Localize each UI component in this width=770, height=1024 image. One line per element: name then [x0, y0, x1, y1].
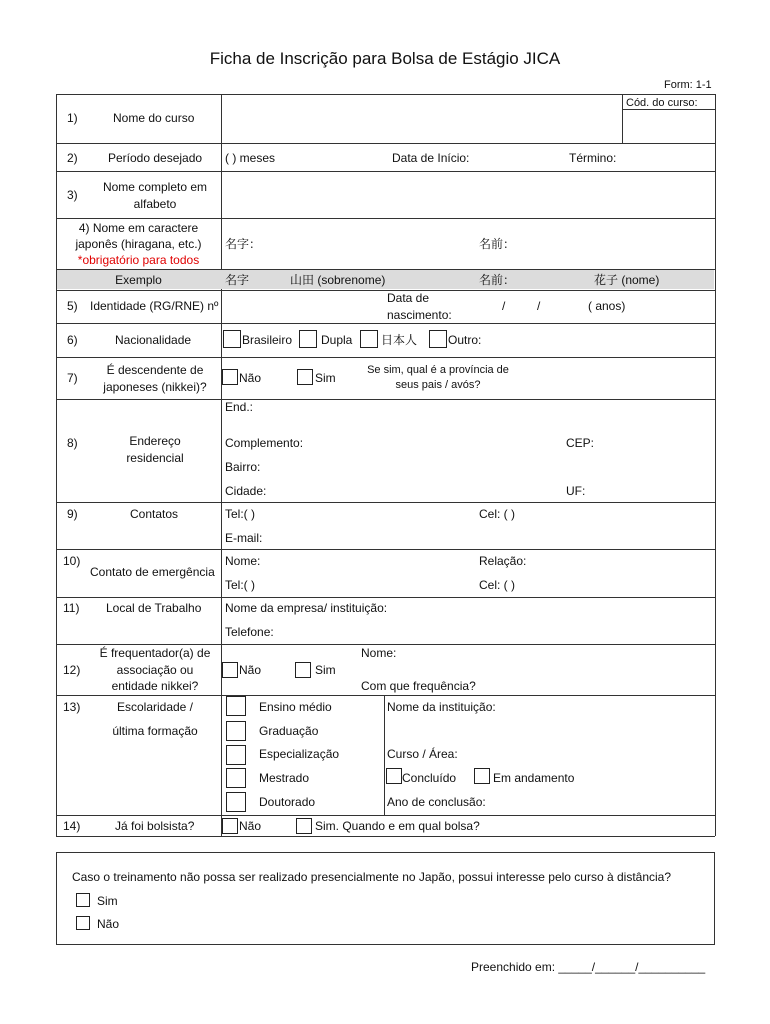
email-label: E-mail: — [225, 531, 263, 545]
row14-number: 14) — [63, 819, 81, 833]
nikkei-yes-label: Sim — [315, 371, 336, 385]
association-yes-checkbox[interactable] — [295, 662, 311, 678]
row3-label-line1: Nome completo em — [102, 180, 208, 194]
row11-number: 11) — [63, 601, 80, 615]
example-surname: 山田 (sobrenome) — [290, 273, 386, 287]
in-progress-label: Em andamento — [493, 771, 575, 785]
completed-checkbox[interactable] — [386, 768, 402, 784]
row6-number: 6) — [67, 333, 78, 347]
emergency-mobile-field[interactable]: Cel: ( ) — [479, 578, 515, 592]
education-masters-checkbox[interactable] — [226, 768, 246, 788]
row12-number: 12) — [63, 663, 81, 677]
row13-label-line1: Escolaridade / — [116, 700, 194, 714]
nationality-dual-label: Dupla — [321, 333, 353, 347]
distance-no-checkbox[interactable] — [76, 916, 90, 930]
distance-yes-label: Sim — [97, 894, 118, 908]
id-number-field[interactable] — [222, 291, 372, 322]
filled-on-date[interactable]: Preenchido em: _____/______/__________ — [471, 960, 706, 974]
row1-label: Nome do curso — [113, 111, 195, 125]
kanji-given-label[interactable]: 名前： — [479, 237, 516, 251]
birth-date-label-line1: Data de — [386, 291, 430, 305]
nationality-japanese-label: 日本人 — [381, 333, 418, 347]
emergency-phone-field[interactable]: Tel:( ) — [225, 578, 255, 592]
row11-label: Local de Trabalho — [106, 601, 202, 615]
age-field[interactable]: ( anos) — [588, 299, 626, 313]
row7-label-line1: É descendente de — [106, 363, 204, 377]
row8-number: 8) — [67, 436, 78, 450]
cep-label: CEP: — [566, 436, 595, 450]
start-date-label: Data de Início: — [392, 151, 470, 165]
association-name-label: Nome: — [361, 646, 397, 660]
education-level-1: Ensino médio — [259, 700, 332, 714]
work-phone-label: Telefone: — [225, 625, 274, 639]
completed-label: Concluído — [402, 771, 457, 785]
company-label: Nome da empresa/ instituição: — [225, 601, 388, 615]
scholarship-yes-label: Sim. Quando e em qual bolsa? — [315, 819, 480, 833]
course-code-label: Cód. do curso: — [626, 97, 698, 109]
city-label: Cidade: — [225, 484, 267, 498]
course-area-label: Curso / Área: — [387, 747, 458, 761]
row12-label-line1: É frequentador(a) de — [99, 646, 211, 660]
birth-slash-2: / — [537, 299, 541, 313]
example-given: 花子 (nome) — [594, 273, 660, 287]
row7-number: 7) — [67, 371, 78, 385]
education-level-5: Doutorado — [259, 795, 316, 809]
address-label: End.: — [225, 400, 254, 414]
full-name-field[interactable] — [222, 172, 714, 217]
row13-label-line2: última formação — [112, 724, 198, 738]
row10-number: 10) — [63, 554, 81, 568]
row12-label-line3: entidade nikkei? — [111, 679, 199, 693]
row10-label: Contato de emergência — [90, 565, 215, 579]
distance-learning-box — [56, 852, 715, 945]
birth-date-label-line2: nascimento: — [387, 308, 452, 322]
association-no-checkbox[interactable] — [222, 662, 238, 678]
example-kanji: 名字 — [225, 273, 250, 287]
nationality-other-label: Outro: — [448, 333, 482, 347]
nikkei-yes-checkbox[interactable] — [297, 369, 313, 385]
nationality-brazilian-label: Brasileiro — [242, 333, 293, 347]
distance-question: Caso o treinamento não possa ser realizado presencialmente no Japão, possui interesse pelo curso à distância? — [72, 870, 672, 884]
distance-no-label: Não — [97, 917, 120, 931]
province-question-line1: Se sim, qual é a província de — [367, 364, 509, 376]
row5-label: Identidade (RG/RNE) nº — [90, 299, 219, 313]
scholarship-no-checkbox[interactable] — [222, 818, 238, 834]
row3-label-line2: alfabeto — [133, 197, 177, 211]
nikkei-no-label: Não — [239, 371, 262, 385]
kanji-surname-label[interactable]: 名字： — [225, 237, 262, 251]
mobile-field[interactable]: Cel: ( ) — [479, 507, 515, 521]
form-code: Form: 1-1 — [664, 79, 712, 91]
education-doctorate-checkbox[interactable] — [226, 792, 246, 812]
emergency-relation-label: Relação: — [479, 554, 527, 568]
nationality-brazilian-checkbox[interactable] — [223, 330, 241, 348]
row1-number: 1) — [67, 111, 78, 125]
row8-label-line1: Endereço — [129, 434, 181, 448]
state-label: UF: — [566, 484, 586, 498]
row2-label: Período desejado — [108, 151, 203, 165]
emergency-name-label: Nome: — [225, 554, 261, 568]
education-level-2: Graduação — [259, 724, 319, 738]
course-code-field[interactable] — [623, 110, 714, 142]
scholarship-yes-checkbox[interactable] — [296, 818, 312, 834]
phone-field[interactable]: Tel:( ) — [225, 507, 255, 521]
birth-slash-1: / — [502, 299, 506, 313]
neighborhood-label: Bairro: — [225, 460, 261, 474]
row8-label-line2: residencial — [126, 451, 184, 465]
nikkei-no-checkbox[interactable] — [222, 369, 238, 385]
row3-number: 3) — [67, 188, 78, 202]
example-label: Exemplo — [115, 273, 162, 287]
education-level-3: Especialização — [259, 747, 340, 761]
nationality-other-checkbox[interactable] — [429, 330, 447, 348]
nationality-dual-checkbox[interactable] — [299, 330, 317, 348]
province-question-line2: seus pais / avós? — [395, 379, 481, 391]
education-high-school-checkbox[interactable] — [226, 696, 246, 716]
row4-label-line2: japonês (hiragana, etc.) — [75, 237, 202, 251]
row5-number: 5) — [67, 299, 78, 313]
institution-label: Nome da instituição: — [387, 700, 496, 714]
row2-number: 2) — [67, 151, 78, 165]
distance-yes-checkbox[interactable] — [76, 893, 90, 907]
in-progress-checkbox[interactable] — [474, 768, 490, 784]
row6-label: Nacionalidade — [115, 333, 192, 347]
graduation-year-label: Ano de conclusão: — [387, 795, 486, 809]
end-date-label: Término: — [569, 151, 617, 165]
row9-label: Contatos — [130, 507, 179, 521]
nationality-japanese-checkbox[interactable] — [360, 330, 378, 348]
required-note: *obrigatório para todos — [77, 253, 200, 267]
course-name-field[interactable] — [222, 95, 621, 142]
example-namae: 名前： — [479, 273, 516, 287]
association-no-label: Não — [239, 663, 262, 677]
row4-label-line1: 4) Nome em caractere — [78, 221, 199, 235]
education-graduation-checkbox[interactable] — [226, 721, 246, 741]
association-frequency-label: Com que frequência? — [361, 679, 476, 693]
form-title: Ficha de Inscrição para Bolsa de Estágio JICA — [209, 49, 561, 68]
association-yes-label: Sim — [315, 663, 336, 677]
education-specialization-checkbox[interactable] — [226, 745, 246, 765]
scholarship-no-label: Não — [239, 819, 262, 833]
complement-label: Complemento: — [225, 436, 304, 450]
education-level-4: Mestrado — [259, 771, 310, 785]
row9-number: 9) — [67, 507, 78, 521]
row7-label-line2: japoneses (nikkei)? — [103, 380, 207, 394]
row14-label: Já foi bolsista? — [115, 819, 195, 833]
row13-number: 13) — [63, 700, 81, 714]
row12-label-line2: associação ou — [116, 663, 194, 677]
months-field[interactable]: ( ) meses — [225, 151, 276, 165]
